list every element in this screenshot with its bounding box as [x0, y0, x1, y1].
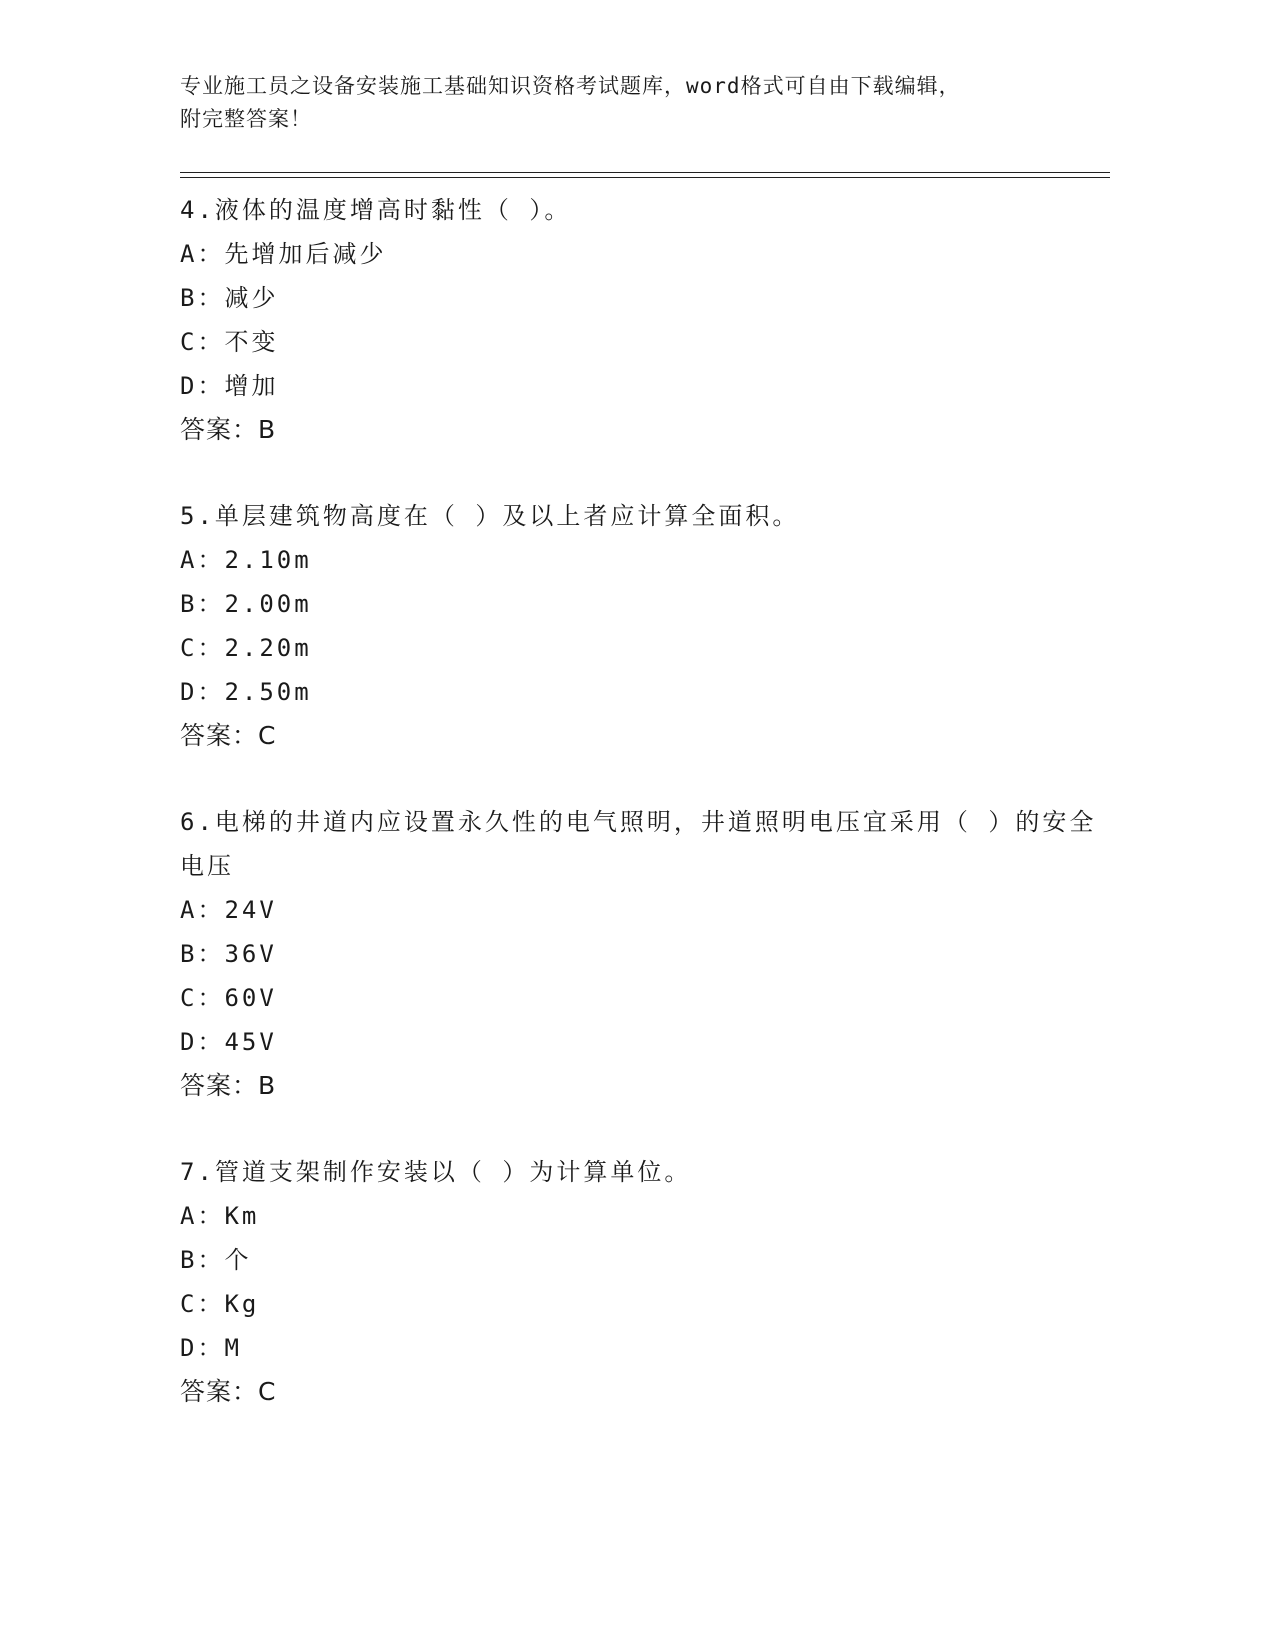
answer-label: 答案：: [180, 1377, 259, 1406]
answer-label: 答案：: [180, 721, 259, 750]
answer-value: C: [258, 721, 277, 750]
option-key: B：: [180, 284, 225, 312]
option-text: 不变: [224, 328, 279, 356]
option-key: C：: [180, 634, 225, 662]
question-number: 7.: [180, 1158, 215, 1186]
option-b: [180, 932, 1110, 976]
header-line-1: 专业施工员之设备安装施工基础知识资格考试题库，word格式可自由下载编辑，: [180, 74, 961, 98]
option-text: 60V: [224, 984, 277, 1012]
option-key: D：: [180, 372, 225, 400]
question-6: [180, 800, 1110, 1108]
question-5: [180, 494, 1110, 758]
question-text: [180, 494, 1110, 538]
option-key: C：: [180, 328, 225, 356]
answer-value: B: [258, 1071, 277, 1100]
answer-line: [180, 1370, 1110, 1414]
option-a: [180, 538, 1110, 582]
option-a: [180, 1194, 1110, 1238]
option-a: [180, 232, 1110, 276]
option-text: Km: [224, 1202, 260, 1230]
option-key: B：: [180, 1246, 225, 1274]
option-a: [180, 888, 1110, 932]
answer-label: 答案：: [180, 1071, 259, 1100]
document-page: [180, 70, 1110, 1456]
question-number: 4.: [180, 196, 215, 224]
question-text: [180, 800, 1110, 888]
option-b: [180, 276, 1110, 320]
option-b: [180, 582, 1110, 626]
option-text: 2.10m: [224, 546, 312, 574]
option-text: 个: [224, 1246, 252, 1274]
option-c: [180, 320, 1110, 364]
question-body: 电梯的井道内应设置永久性的电气照明，井道照明电压宜采用（ ）的安全电压: [180, 808, 1097, 880]
option-text: 2.00m: [224, 590, 312, 618]
option-key: A：: [180, 546, 225, 574]
option-key: C：: [180, 1290, 225, 1318]
option-text: 增加: [224, 372, 279, 400]
option-d: [180, 670, 1110, 714]
option-key: B：: [180, 590, 225, 618]
option-text: M: [224, 1334, 242, 1362]
option-key: C：: [180, 984, 225, 1012]
option-key: D：: [180, 1334, 225, 1362]
answer-label: 答案：: [180, 415, 259, 444]
document-header: [180, 70, 1110, 136]
question-list: [180, 188, 1110, 1414]
option-text: 减少: [224, 284, 279, 312]
option-key: D：: [180, 678, 225, 706]
option-text: 45V: [224, 1028, 277, 1056]
answer-line: [180, 1064, 1110, 1108]
option-text: Kg: [224, 1290, 260, 1318]
option-c: [180, 976, 1110, 1020]
option-c: [180, 626, 1110, 670]
question-7: [180, 1150, 1110, 1414]
question-text: [180, 188, 1110, 232]
option-text: 24V: [224, 896, 277, 924]
option-key: A：: [180, 240, 225, 268]
answer-line: [180, 408, 1110, 452]
answer-value: C: [258, 1377, 277, 1406]
question-text: [180, 1150, 1110, 1194]
option-key: A：: [180, 896, 225, 924]
option-text: 2.50m: [224, 678, 312, 706]
option-key: D：: [180, 1028, 225, 1056]
header-divider: [180, 172, 1110, 178]
option-b: [180, 1238, 1110, 1282]
question-body: 单层建筑物高度在（ ）及以上者应计算全面积。: [214, 502, 800, 530]
question-number: 5.: [180, 502, 215, 530]
option-d: [180, 1326, 1110, 1370]
option-key: A：: [180, 1202, 225, 1230]
question-4: [180, 188, 1110, 452]
option-text: 先增加后减少: [224, 240, 387, 268]
option-text: 2.20m: [224, 634, 312, 662]
option-key: B：: [180, 940, 225, 968]
option-d: [180, 1020, 1110, 1064]
question-number: 6.: [180, 808, 215, 836]
question-body: 液体的温度增高时黏性（ ）。: [214, 196, 572, 224]
answer-value: B: [258, 415, 277, 444]
option-c: [180, 1282, 1110, 1326]
option-d: [180, 364, 1110, 408]
answer-line: [180, 714, 1110, 758]
option-text: 36V: [224, 940, 277, 968]
header-line-2: 附完整答案！: [180, 107, 312, 131]
question-body: 管道支架制作安装以（ ）为计算单位。: [214, 1158, 692, 1186]
